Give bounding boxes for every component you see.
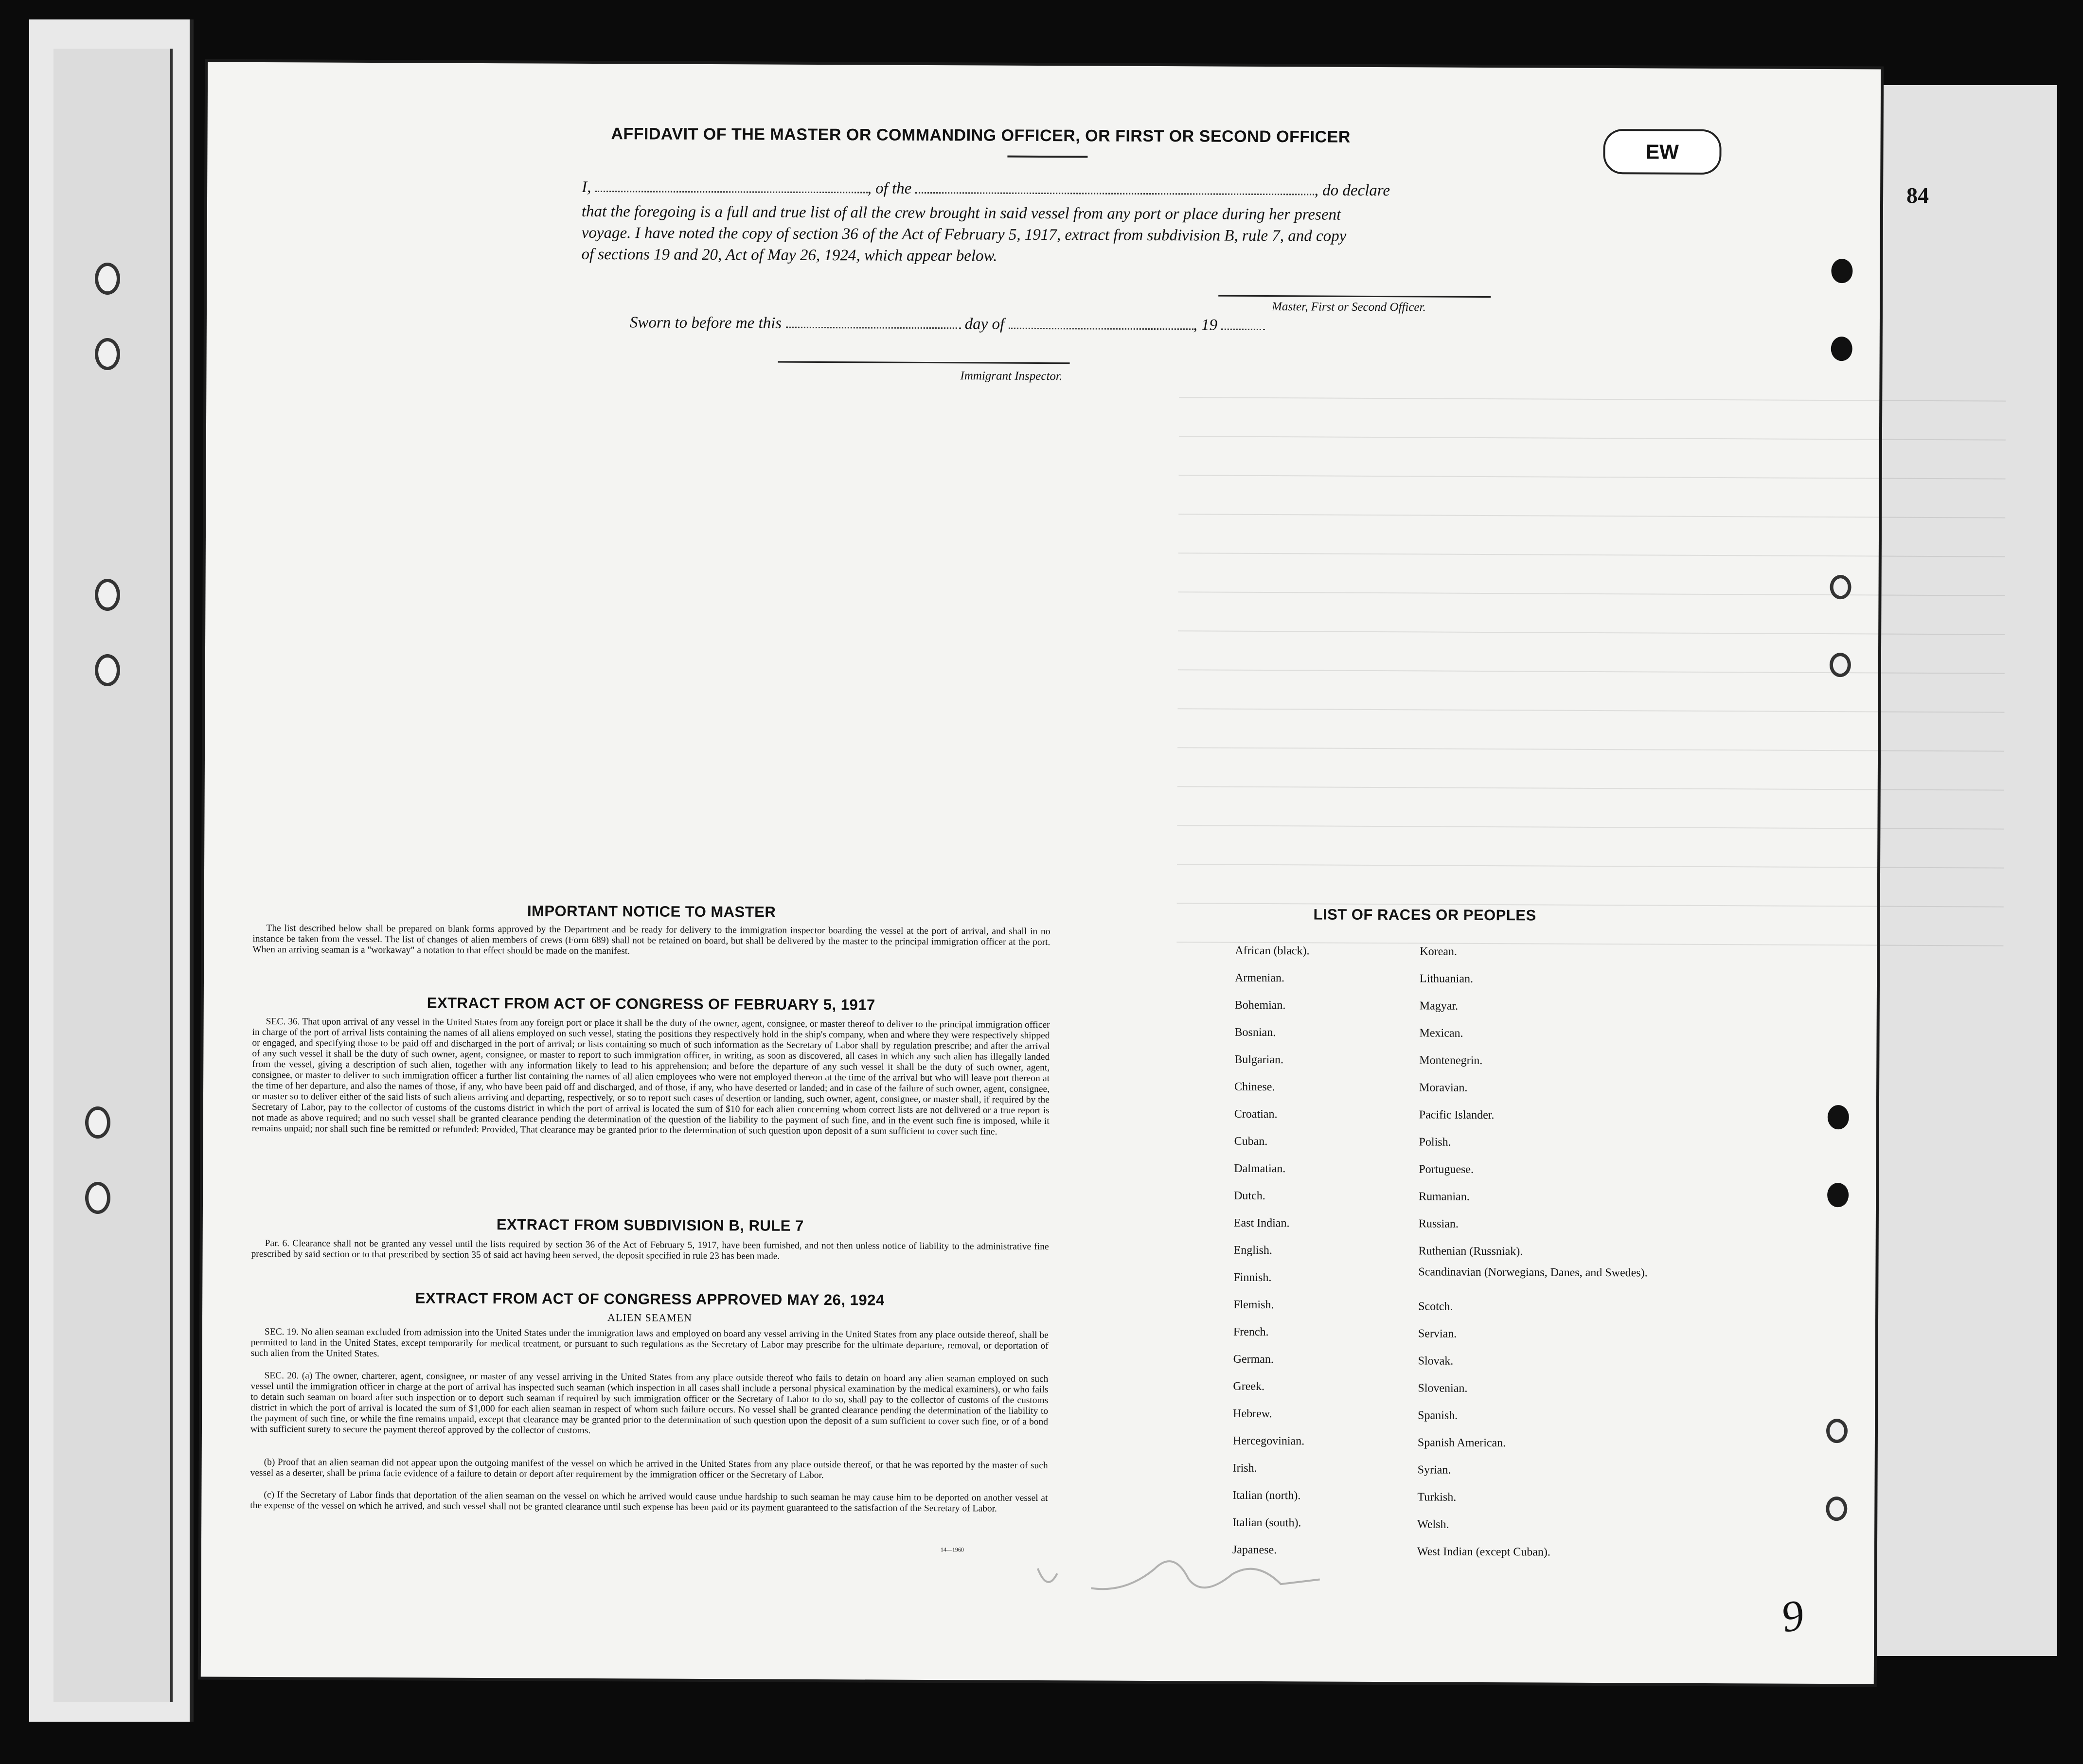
- race-item: Greek.: [1233, 1380, 1265, 1393]
- faint-signature: [1028, 1539, 1466, 1609]
- race-item: Mexican.: [1419, 1027, 1463, 1040]
- rule-7-text: Par. 6. Clearance shall not be granted any vessel until the lists required by section 36 of the Act of February 5, 1917, have been furnished, and not then unless notice of liability to the administrative fine prescribed by said section or to that prescribed by section 35 of said act having been served, the deposit specified in rule 23 has been made.: [251, 1238, 1049, 1262]
- punch-hole: [1830, 653, 1851, 677]
- rule-7-heading: EXTRACT FROM SUBDIVISION B, RULE 7: [496, 1216, 804, 1234]
- race-item: Japanese.: [1232, 1543, 1277, 1557]
- title-underline: [1007, 156, 1087, 158]
- race-item: French.: [1233, 1325, 1269, 1339]
- race-item: Scotch.: [1418, 1300, 1453, 1313]
- race-item: Servian.: [1418, 1327, 1457, 1340]
- punch-hole: [1830, 575, 1851, 599]
- punch-hole: [95, 579, 120, 611]
- punch-hole: [1828, 1105, 1849, 1129]
- inspector-caption: Immigrant Inspector.: [960, 369, 1063, 383]
- race-item: Irish.: [1232, 1461, 1257, 1475]
- punch-hole: [1826, 1419, 1848, 1443]
- punch-hole: [95, 654, 120, 686]
- race-item: Pacific Islander.: [1419, 1108, 1495, 1122]
- race-item: Italian (south).: [1232, 1516, 1301, 1530]
- punch-hole: [1831, 337, 1852, 361]
- race-item: East Indian.: [1233, 1216, 1290, 1230]
- race-item: Bulgarian.: [1234, 1053, 1284, 1067]
- race-item: Bohemian.: [1234, 998, 1286, 1012]
- ew-stamp: EW: [1603, 129, 1721, 175]
- punch-hole: [1826, 1497, 1847, 1521]
- notice-text: The list described below shall be prepared on blank forms approved by the Department and be ready for delivery to the immigration inspector boarding the vessel at the port of arrival, and shall in no instance be taken from the vessel. The list of changes of alien members of crews (Form 689) shall not be retained on board, but shall be delivered by the master to the principal immigration officer at the port. When an arriving seaman is a "workaway" a notation to that effect should be made on the manifest.: [252, 923, 1050, 957]
- race-item: Armenian.: [1235, 971, 1285, 985]
- race-item: Russian.: [1418, 1217, 1459, 1230]
- declaration-line-3: voyage. I have noted the copy of section 36 of the Act of February 5, 1917, extract from subdivision B, rule 7, and copy: [581, 224, 1347, 245]
- punch-hole: [95, 263, 120, 295]
- master-caption: Master, First or Second Officer.: [1272, 300, 1426, 314]
- race-item: Flemish.: [1233, 1298, 1274, 1312]
- notice-heading: IMPORTANT NOTICE TO MASTER: [527, 902, 776, 921]
- punch-hole: [1827, 1183, 1849, 1207]
- race-item: Ruthenian (Russniak).: [1418, 1245, 1523, 1258]
- master-signature-line: [1218, 295, 1491, 298]
- extract-1917-heading: EXTRACT FROM ACT OF CONGRESS OF FEBRUARY 5, 1917: [427, 994, 875, 1014]
- race-item: Bosnian.: [1234, 1026, 1276, 1039]
- sworn-line: Sworn to before me this day of , 19: [630, 312, 1265, 336]
- race-item: German.: [1233, 1353, 1274, 1366]
- race-item: Cuban.: [1234, 1135, 1268, 1148]
- race-item: Polish.: [1419, 1136, 1451, 1149]
- race-item: Spanish American.: [1417, 1436, 1506, 1450]
- race-item: Slovak.: [1418, 1354, 1454, 1368]
- inspector-signature-line: [778, 361, 1070, 364]
- race-item: Italian (north).: [1232, 1489, 1301, 1502]
- punch-hole: [85, 1106, 110, 1139]
- race-item: Croatian.: [1234, 1107, 1278, 1121]
- race-item: Welsh.: [1417, 1518, 1449, 1531]
- punch-hole: [85, 1182, 110, 1214]
- declaration-line-4: of sections 19 and 20, Act of May 26, 1924, which appear below.: [581, 245, 997, 265]
- race-item: Rumanian.: [1419, 1190, 1470, 1203]
- declaration-line-2: that the foregoing is a full and true list of all the crew brought in said vessel from any port or place during her present: [581, 202, 1341, 224]
- race-item: English.: [1233, 1244, 1273, 1257]
- race-item: Syrian.: [1417, 1463, 1451, 1477]
- race-item: Scandinavian (Norwegians, Danes, and Swedes).: [1418, 1265, 1648, 1280]
- race-item: Hebrew.: [1233, 1407, 1272, 1421]
- alien-seamen-subheading: ALIEN SEAMEN: [607, 1311, 693, 1324]
- race-item: Chinese.: [1234, 1080, 1275, 1094]
- form-number: 14—1960: [940, 1546, 964, 1553]
- races-heading: LIST OF RACES OR PEOPLES: [1313, 906, 1536, 924]
- sec-20a-text: SEC. 20. (a) The owner, charterer, agent, consignee, or master of any vessel arriving in the United States from any place outside thereof who fails to detain on board any alien seaman employed on such vessel until the immigration officer in charge at the port of arrival has inspected such seaman (which inspection in all cases shall include a personal physical examination by the medical examiners), or who fails to detain such seaman on board after such inspection or to deport such seaman if required by such immigration officer or the Secretary of Labor to do so, shall pay to the collector of customs of the customs district in which the port of arrival is located the sum of $1,000 for each alien seaman in respect of whom such failure occurs. No vessel shall be granted clearance pending the determination of the liability to the payment of such fine, or while the fine remains unpaid, except that clearance may be granted prior to the determination of such question upon the deposit of a sum sufficient to cover such fine, or of a bond with sufficient surety to secure the payment thereof approved by the collector of customs.: [250, 1371, 1049, 1436]
- affidavit-title: AFFIDAVIT OF THE MASTER OR COMMANDING OFFICER, OR FIRST OR SECOND OFFICER: [611, 125, 1351, 146]
- race-item: Finnish.: [1233, 1271, 1272, 1284]
- races-right-column: [1417, 938, 1673, 1566]
- manifest-sheet: [201, 62, 1881, 1684]
- sec-20b-text: (b) Proof that an alien seaman did not appear upon the outgoing manifest of the vessel on which he arrived in the United States from any place outside thereof, or that he was reported by the master of such vessel as a deserter, shall be prima facie evidence of a failure to detain or deport after requirement by the immigration officer or the Secretary of Labor.: [250, 1457, 1048, 1481]
- declaration-line-1: I, , of the , do declare: [582, 177, 1535, 202]
- races-left-column: [1232, 937, 1420, 1565]
- sec-19-text: SEC. 19. No alien seaman excluded from admission into the United States under the immigration laws and employed on board any vessel arriving in the United States from any place outside thereof, shall be permitted to land in the United States, except temporarily for medical treatment, or pursuant to such regulations as the Secretary of Labor may prescribe for the ultimate departure, removal, or deportation of such alien from the United States.: [250, 1327, 1049, 1359]
- race-item: Magyar.: [1419, 999, 1459, 1013]
- race-item: Hercegovinian.: [1232, 1434, 1305, 1448]
- page-number: 9: [1778, 1590, 1808, 1642]
- race-item: Turkish.: [1417, 1491, 1457, 1504]
- adjacent-page-left-inner: [53, 49, 173, 1702]
- race-item: Spanish.: [1418, 1409, 1458, 1422]
- extract-1917-text: SEC. 36. That upon arrival of any vessel in the United States from any foreign port or place it shall be the duty of the owner, agent, consignee, or master thereof to deliver to the principal immigration officer in charge of the port of arrival lists containing the names of all aliens employed on such vessel, stating the positions they respectively hold in the ship's company, when and where they were respectively shipped or engaged, and specifying those to be paid off and discharged in the port of arrival; or lists containing so much of such information as the Secretary of Labor shall by regulation prescribe; and after the arrival of any such vessel it shall be the duty of such owner, agent, consignee, or master to report to such immigration officer, in writing, as soon as discovered, all cases in which any such alien has illegally landed from the vessel, giving a description of such alien, together with any information likely to lead to his apprehension; and before the departure of any such vessel it shall be the duty of such owner, agent, consignee, or master to deliver to such immigration officer a further list containing the names of all alien employees who were not employed thereon at the time of the arrival but who will leave port thereon at the time of her departure, and also the names of those, if any, who have been paid off and discharged, and of those, if any, who have deserted or landed; and in case of the failure of such owner, agent, consignee, or master so to deliver either of the said lists of such aliens arriving and departing, respectively, or so to report such cases of desertion or landing, such owner, agent, consignee, or master shall, if required by the Secretary of Labor, pay to the collector of customs of the customs district in which the port of arrival is located the sum of $10 for each alien concerning whom correct lists are not delivered or a true report is not made as above required; and no such vessel shall be granted clearance pending the determination of the question of the liability to the payment of such fine, and in the event such fine is imposed, while it remains unpaid; nor shall such fine be remitted or refunded: Provided, That clearance may be granted prior to the determination of such question upon deposit of a sum sufficient to cover such fine.: [251, 1016, 1050, 1137]
- race-item: West Indian (except Cuban).: [1417, 1545, 1550, 1559]
- race-item: African (black).: [1235, 944, 1310, 958]
- race-item: Portuguese.: [1419, 1163, 1474, 1176]
- race-item: Dalmatian.: [1234, 1162, 1286, 1176]
- race-item: Moravian.: [1419, 1081, 1468, 1094]
- race-item: Korean.: [1420, 945, 1457, 958]
- race-item: Slovenian.: [1418, 1382, 1468, 1395]
- race-item: Dutch.: [1234, 1189, 1265, 1203]
- sec-20c-text: (c) If the Secretary of Labor finds that deportation of the alien seaman on the vessel on which he arrived would cause undue hardship to such seaman he may cause him to be deported on another vessel at the expense of the vessel on which he arrived, and such vessel shall not be granted clearance until such expense has been paid or its payment guaranteed to the satisfaction of the Secretary of Labor.: [250, 1490, 1048, 1514]
- punch-hole: [1831, 259, 1852, 283]
- race-item: Lithuanian.: [1420, 972, 1474, 985]
- punch-hole: [95, 338, 120, 370]
- extract-1924-heading: EXTRACT FROM ACT OF CONGRESS APPROVED MAY 26, 1924: [415, 1289, 885, 1309]
- race-item: Montenegrin.: [1419, 1054, 1483, 1067]
- corner-number: 84: [1906, 183, 1929, 208]
